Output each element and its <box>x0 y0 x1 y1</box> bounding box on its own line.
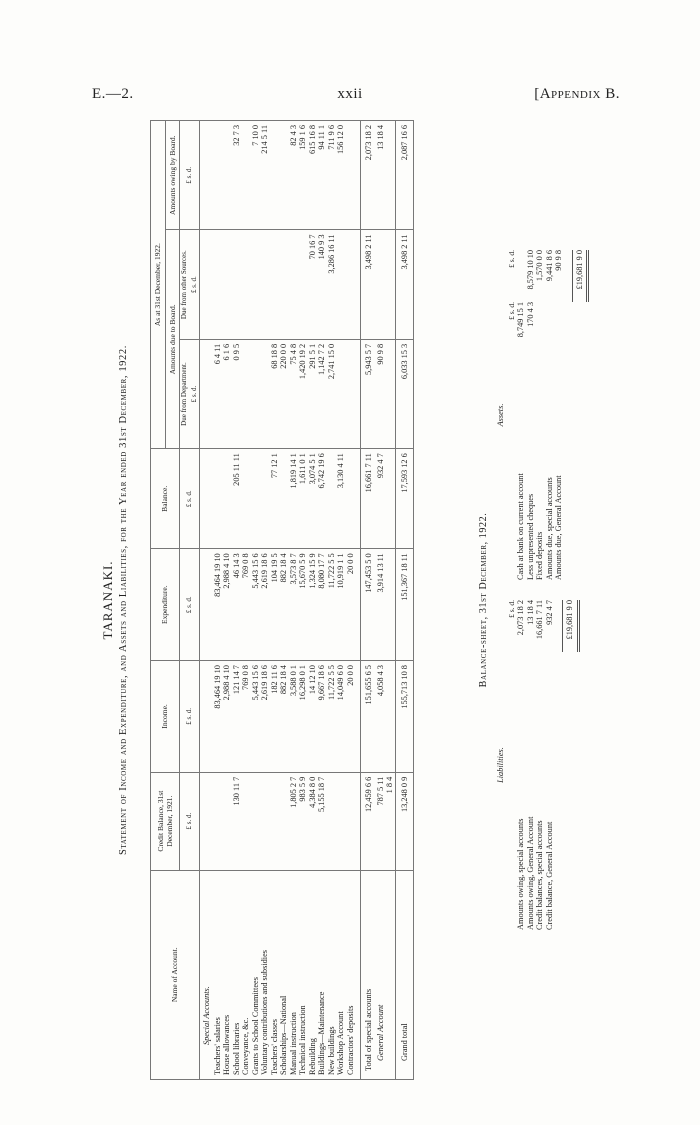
liability-value: 932 4 7 <box>544 600 554 625</box>
cell-credit: 1,805 2 7 <box>289 772 299 870</box>
account-name: Grants to School Committees <box>251 870 261 1079</box>
cell-credit <box>327 772 337 870</box>
asset-value-2: 90 9 8 <box>554 250 563 271</box>
asset-value-1 <box>535 302 545 354</box>
cell-due-other <box>241 230 251 339</box>
cell-credit <box>260 772 270 870</box>
cell-expenditure: 882 18 4 <box>279 549 289 661</box>
page-number: xxii <box>337 86 363 102</box>
cell-income: 20 0 0 <box>346 661 356 773</box>
cell-due-other <box>279 230 289 339</box>
table-row <box>270 121 280 1080</box>
account-name: School libraries <box>232 870 242 1079</box>
cell-expenditure: 104 19 5 <box>270 549 280 661</box>
account-name: Contractors' deposits <box>346 870 356 1079</box>
cell-expenditure: 20 0 0 <box>346 549 356 661</box>
asset-value-2 <box>516 250 526 302</box>
cell-balance: 17,593 12 6 <box>395 449 414 549</box>
cell-due-dept: 291 5 1 <box>308 339 318 448</box>
cell-expenditure: 2,619 18 6 <box>260 549 270 661</box>
cell-income: 769 0 8 <box>241 661 251 773</box>
asset-value-1 <box>545 302 555 354</box>
table-row <box>308 121 318 1080</box>
table-row <box>279 121 289 1080</box>
cell-due-other <box>346 230 356 339</box>
liability-row <box>535 600 545 930</box>
cell-owing: 711 9 6 <box>327 121 337 230</box>
cell-owing: 7 10 0 <box>251 121 261 230</box>
account-name: General Account <box>376 870 386 1079</box>
cell-credit: 983 5 9 <box>298 772 308 870</box>
cell-owing <box>222 121 232 230</box>
cell-due-other <box>222 230 232 339</box>
cell-expenditure: 10,919 1 1 <box>336 549 346 661</box>
cell-credit: 787 5 11 <box>376 772 386 870</box>
col-balance-lsd: £ s. d. <box>180 449 200 549</box>
col-expenditure-lsd: £ s. d. <box>180 549 200 661</box>
cell-balance <box>260 449 270 549</box>
table-row <box>222 121 232 1080</box>
table-row <box>289 121 299 1080</box>
asset-value-1: 8,749 15 1 <box>516 302 525 338</box>
cell-balance: 205 11 11 <box>232 449 242 549</box>
asset-row <box>545 250 555 580</box>
cell-credit <box>213 772 223 870</box>
balance-sheet-title: Balance-sheet, 31st December, 1922. <box>478 512 489 688</box>
cell-due-dept: 68 18 8 <box>270 339 280 448</box>
asset-value-2: 1,570 0 0 <box>535 250 544 282</box>
asset-row <box>516 250 526 580</box>
cell-due-other <box>270 230 280 339</box>
cell-due-other <box>336 230 346 339</box>
cell-owing: 32 7 3 <box>232 121 242 230</box>
cell-income: 14,049 6 0 <box>336 661 346 773</box>
cell-balance <box>222 449 232 549</box>
cell-owing <box>279 121 289 230</box>
cell-credit: 5,155 18 7 <box>317 772 327 870</box>
cell-due-dept: 1,420 19 2 <box>298 339 308 448</box>
cell-balance: 932 4 7 <box>376 449 386 549</box>
asset-value-2: 8,579 10 10 <box>525 250 535 290</box>
col-credit-lsd: £ s. d. <box>180 772 200 870</box>
liabilities-heading: Liabilities. <box>496 747 505 783</box>
appendix-label: [Appendix B. <box>534 86 620 102</box>
cell-due-other <box>260 230 270 339</box>
cell-due-dept: 5,943 5 7 <box>361 339 376 448</box>
table-row <box>317 121 327 1080</box>
cell-due-other: 140 9 3 <box>317 230 327 339</box>
account-name: Voluntary contributions and subsidies <box>260 870 270 1079</box>
account-name: Teachers' classes <box>270 870 280 1079</box>
cell-owing: 2,087 16 6 <box>395 121 414 230</box>
cell-income: 882 18 4 <box>279 661 289 773</box>
cell-credit-extra: 1 8 4 <box>385 772 395 870</box>
cell-income: 16,298 0 1 <box>298 661 308 773</box>
table-row <box>336 121 346 1080</box>
statement-table <box>150 120 414 1080</box>
col-owing-lsd: £ s. d. <box>180 121 200 230</box>
cell-due-dept <box>241 339 251 448</box>
cell-balance: 1,611 0 1 <box>298 449 308 549</box>
cell-income: 83,464 19 10 <box>213 661 223 773</box>
cell-due-dept <box>346 339 356 448</box>
cell-expenditure: 83,464 19 10 <box>213 549 223 661</box>
liability-value: 16,661 7 11 <box>535 600 544 640</box>
cell-balance: 16,661 7 11 <box>361 449 376 549</box>
assets-total: £19,681 9 0 <box>572 250 590 302</box>
cell-owing <box>241 121 251 230</box>
table-row <box>298 121 308 1080</box>
cell-credit <box>336 772 346 870</box>
account-name: Manual instruction <box>289 870 299 1079</box>
cell-due-dept <box>260 339 270 448</box>
liabilities-lsd: £ s. d. <box>506 600 516 618</box>
cell-expenditure: 1,324 15 9 <box>308 549 318 661</box>
account-name: Buildings—Maintenance <box>317 870 327 1079</box>
statement-body <box>200 121 414 1080</box>
cell-income: 155,713 10 8 <box>395 661 414 773</box>
account-name: Conveyance, &c. <box>241 870 251 1079</box>
cell-due-dept <box>251 339 261 448</box>
account-name: Workshop Account <box>336 870 346 1079</box>
cell-expenditure: 2,988 4 10 <box>222 549 232 661</box>
liability-row <box>545 600 555 930</box>
general-credit-extra-row <box>385 121 395 1080</box>
cell-due-other <box>289 230 299 339</box>
cell-owing: 94 11 1 <box>317 121 327 230</box>
cell-income: 121 14 7 <box>232 661 242 773</box>
cell-due-dept <box>336 339 346 448</box>
cell-credit <box>251 772 261 870</box>
cell-balance: 3,074 5 1 <box>308 449 318 549</box>
cell-expenditure: 8,080 17 7 <box>317 549 327 661</box>
cell-balance <box>327 449 337 549</box>
liability-row <box>516 600 526 930</box>
cell-expenditure: 5,443 15 6 <box>251 549 261 661</box>
cell-income: 182 11 6 <box>270 661 280 773</box>
account-name: New buildings <box>327 870 337 1079</box>
cell-balance: 77 12 1 <box>270 449 280 549</box>
col-expenditure: Expenditure. <box>151 549 180 661</box>
cell-due-other <box>298 230 308 339</box>
cell-due-other: 70 16 7 <box>308 230 318 339</box>
cell-income: 14 12 10 <box>308 661 318 773</box>
table-row <box>241 121 251 1080</box>
cell-credit <box>222 772 232 870</box>
table-row <box>327 121 337 1080</box>
table-row <box>213 121 223 1080</box>
total-special-row <box>361 121 376 1080</box>
cell-expenditure: 15,670 5 9 <box>298 549 308 661</box>
asset-value-2: 9,441 8 6 <box>544 250 554 282</box>
cell-income: 9,667 18 6 <box>317 661 327 773</box>
cell-expenditure: 46 14 3 <box>232 549 242 661</box>
cell-owing: 13 18 4 <box>376 121 386 230</box>
account-name: Scholarships—National <box>279 870 289 1079</box>
cell-credit <box>279 772 289 870</box>
asset-row <box>535 250 545 580</box>
asset-label: Amounts due, special accounts <box>544 477 554 580</box>
cell-due-dept: 6,033 15 3 <box>395 339 414 448</box>
account-name: Grand total <box>395 870 414 1079</box>
cell-credit: 4,384 8 0 <box>308 772 318 870</box>
liabilities-block <box>496 600 580 930</box>
cell-balance <box>279 449 289 549</box>
asset-value-1 <box>554 302 564 354</box>
account-name: Teachers' salaries <box>213 870 223 1079</box>
liability-value: 2,073 18 2 <box>516 600 525 636</box>
cell-owing <box>346 121 356 230</box>
cell-due-dept: 90 9 8 <box>376 339 386 448</box>
asset-label: Cash at bank on current account <box>516 473 525 580</box>
cell-due-other: 3,286 16 11 <box>327 230 337 339</box>
cell-owing: 159 1 6 <box>298 121 308 230</box>
cell-owing: 615 16 8 <box>308 121 318 230</box>
cell-due-dept: 6 4 11 <box>213 339 223 448</box>
cell-balance <box>241 449 251 549</box>
cell-income: 11,722 5 5 <box>327 661 337 773</box>
col-due-dept <box>180 339 200 448</box>
cell-due-dept: 220 0 0 <box>279 339 289 448</box>
col-owing: Amounts owing by Board. <box>165 121 180 230</box>
table-row <box>346 121 356 1080</box>
cell-credit: 13,248 0 9 <box>395 772 414 870</box>
document-title: TARANAKI. <box>100 560 115 640</box>
cell-due-other <box>213 230 223 339</box>
cell-income: 3,588 0 1 <box>289 661 299 773</box>
cell-expenditure: 769 0 8 <box>241 549 251 661</box>
cell-due-other: 3,498 2 11 <box>361 230 376 339</box>
cell-balance <box>346 449 356 549</box>
col-credit: Credit Balance, 31st December, 1921. <box>151 772 180 870</box>
cell-expenditure: 147,453 5 0 <box>361 549 376 661</box>
table-row <box>260 121 270 1080</box>
account-name: Rebuilding <box>308 870 318 1079</box>
cell-due-dept: 2,741 15 0 <box>327 339 337 448</box>
asset-row <box>526 250 536 580</box>
cell-due-dept: 0 9 5 <box>232 339 242 448</box>
grand-total-row <box>395 121 414 1080</box>
cell-income: 151,655 6 5 <box>361 661 376 773</box>
assets-block <box>496 250 589 580</box>
col-name: Name of Account. <box>151 870 200 1079</box>
cell-expenditure: 11,722 5 5 <box>327 549 337 661</box>
cell-due-other <box>251 230 261 339</box>
page-code: E.—2. <box>92 86 134 102</box>
cell-balance: 3,130 4 11 <box>336 449 346 549</box>
assets-lsd-2: £ s. d. <box>506 250 516 268</box>
cell-due-dept: 6 1 6 <box>222 339 232 448</box>
cell-owing: 156 12 0 <box>336 121 346 230</box>
col-due-other-label: Due from other Sources. <box>180 250 188 320</box>
liability-row <box>526 600 536 930</box>
cell-expenditure: 3,573 8 7 <box>289 549 299 661</box>
cell-owing: 214 5 11 <box>260 121 270 230</box>
cell-income: 2,988 4 10 <box>222 661 232 773</box>
account-name: Technical instruction <box>298 870 308 1079</box>
col-due-dept-label: Due from Department. <box>180 362 188 426</box>
liability-value: 13 18 4 <box>525 600 535 625</box>
liability-label: Credit balances, special accounts <box>535 820 544 930</box>
cell-due-other <box>232 230 242 339</box>
account-name: House allowances <box>222 870 232 1079</box>
cell-due-dept: 75 4 8 <box>289 339 299 448</box>
cell-owing: 2,073 18 2 <box>361 121 376 230</box>
asset-label: Fixed deposits <box>535 531 544 580</box>
cell-balance: 1,819 14 1 <box>289 449 299 549</box>
assets-lsd-1: £ s. d. <box>506 302 516 320</box>
statement-subtitle: Statement of Income and Expenditure, and Assets and Liabilities, for the Year ended 31st December, 1922. <box>118 345 129 855</box>
cell-credit: 130 11 7 <box>232 772 242 870</box>
rotated-page-content <box>100 120 600 1080</box>
cell-due-other: 3,498 2 11 <box>395 230 414 339</box>
cell-credit <box>241 772 251 870</box>
col-due-to-board: Amounts due to Board. <box>165 230 180 449</box>
liability-label: Credit balance, General Account <box>544 821 554 930</box>
cell-credit: 12,459 6 6 <box>361 772 376 870</box>
liability-label: Amounts owing, General Account <box>525 816 535 930</box>
cell-balance <box>251 449 261 549</box>
cell-income: 2,619 18 6 <box>260 661 270 773</box>
cell-due-dept: 1,142 7 2 <box>317 339 327 448</box>
cell-owing: 82 4 3 <box>289 121 299 230</box>
liability-label: Amounts owing, special accounts <box>516 818 525 930</box>
section-heading: Special Accounts. <box>200 870 213 1079</box>
asset-value-1: 170 4 3 <box>525 302 535 327</box>
cell-expenditure: 3,914 13 11 <box>376 549 386 661</box>
asset-row <box>554 250 564 580</box>
cell-credit <box>270 772 280 870</box>
cell-due-other <box>376 230 386 339</box>
cell-balance: 6,742 19 6 <box>317 449 327 549</box>
asset-label: Less unpresented cheques <box>525 493 535 580</box>
cell-income: 5,443 15 6 <box>251 661 261 773</box>
cell-income: 4,058 4 3 <box>376 661 386 773</box>
cell-balance <box>213 449 223 549</box>
account-name: Total of special accounts <box>361 870 376 1079</box>
cell-expenditure: 151,367 18 11 <box>395 549 414 661</box>
liabilities-total: £19,681 9 0 <box>562 600 580 652</box>
col-as-at: As at 31st December, 1922. <box>151 121 166 449</box>
col-balance: Balance. <box>151 449 180 549</box>
general-account-row <box>376 121 386 1080</box>
col-due-other <box>180 230 200 339</box>
table-row <box>232 121 242 1080</box>
col-due-dept-lsd: £ s. d. <box>189 385 198 403</box>
table-row <box>251 121 261 1080</box>
asset-label: Amounts due, General Account <box>554 475 563 580</box>
cell-credit <box>346 772 356 870</box>
cell-owing <box>270 121 280 230</box>
col-income-lsd: £ s. d. <box>180 661 200 773</box>
col-due-other-lsd: £ s. d. <box>189 276 198 294</box>
assets-heading: Assets. <box>496 403 505 427</box>
col-income: Income. <box>151 661 180 773</box>
cell-owing <box>213 121 223 230</box>
